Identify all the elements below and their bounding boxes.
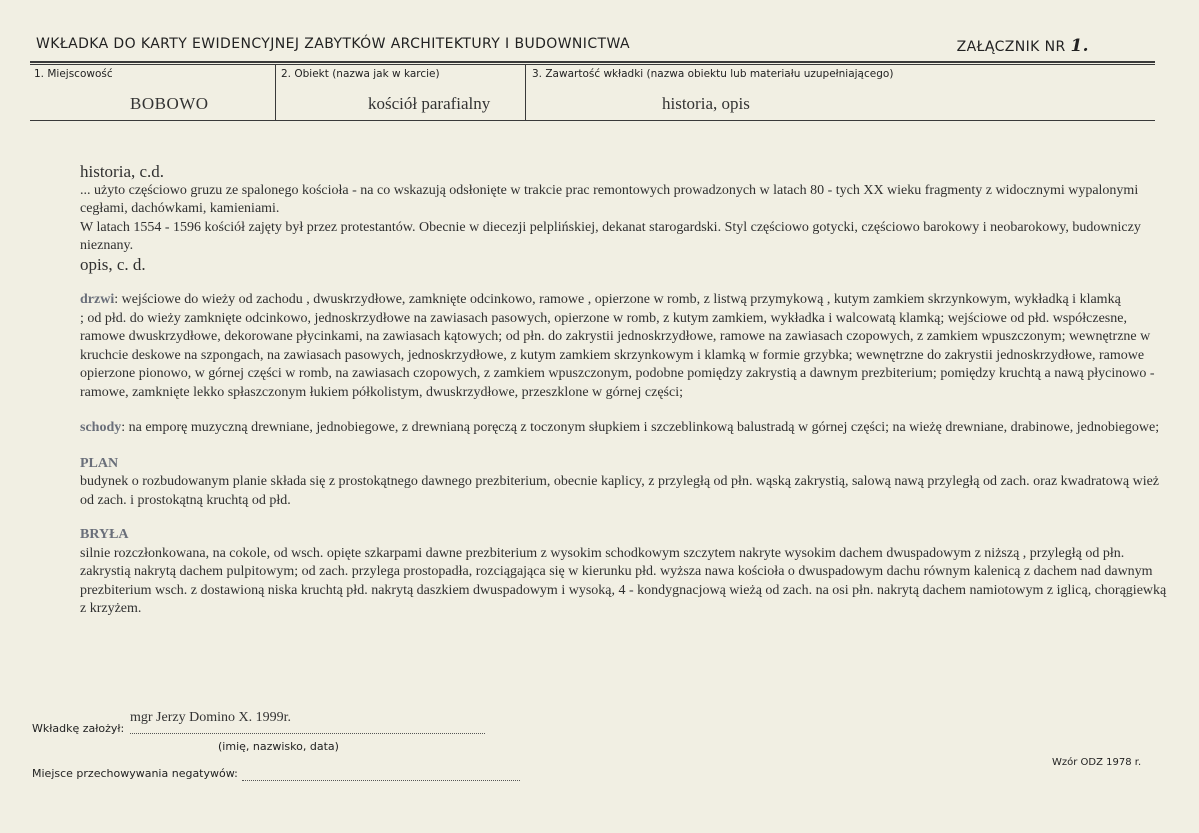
drzwi-paragraph-2: ; od płd. do wieży zamknięte odcinkowo, jednoskrzydłowe na zawiasach pasowych, opierzone w romb, z kutym zamkiem, wykładka i walcowatą klamką; wejściowe od płd. współczesne, ramowe dwuskrzydłowe, dekorowane płycinkami, na zawiasach kątowych; od płn. do zakrystii jednoskrzydłowe, ramowe na zawiasach czopowych, z zamkiem wpuszczonym; wewnętrzne w kruchcie deskowe na szpongach, na zawiasach pasowych, jednoskrzydłowe, z kutym zamkiem skrzynkowym i klamką w formie grzybka; wewnętrzne do zakrystii jednoskrzydłowe, ramowe opierzone pionowo, w górnej części w romb, na zawiasach czopowych, z zamkiem wpuszczonym, podobne pomiędzy zakrystią a dawnym prezbiterium; pomiędzy kruchtą a nawą płycinowo - ramowe, zamknięte lekko spłaszczonym łukiem półkolistym, dwuskrzydłowe, przeszklone w górnej części; xyxy=(80,310,1155,400)
field-divider-2 xyxy=(525,64,526,121)
bryla-heading: BRYŁA xyxy=(80,527,129,542)
opis-heading: opis, c. d. xyxy=(80,254,146,274)
schody-paragraph xyxy=(80,419,1170,438)
object-label: 2. Obiekt (nazwa jak w karcie) xyxy=(281,68,440,80)
drzwi-text-1: : wejściowe do wieży od zachodu , dwuskrzydłowe, zamknięte odcinkowo, ramowe , opierzone w romb, z listwą przymykową , kutym zamkiem skrzynkowym, wykładką i klamką xyxy=(114,292,1121,307)
drzwi-paragraph xyxy=(80,291,1170,310)
history-paragraph-1: ... użyto częściowo gruzu ze spalonego kościoła - na co wskazują odsłonięte w trakcie prac remontowych prowadzonych w latach 80 - tych XX wieku fragmenty z widocznymi wypalonymi cegłami, dachówkami, kamieniami. xyxy=(80,182,1139,216)
header-rule-thin xyxy=(30,64,1155,65)
content-label: 3. Zawartość wkładki (nazwa obiektu lub materiału uzupełniającego) xyxy=(532,68,894,80)
header-rule-thick xyxy=(30,61,1155,63)
schody-label: schody xyxy=(80,420,122,435)
content-value: historia, opis xyxy=(662,94,750,113)
template-label: Wzór ODZ 1978 r. xyxy=(1052,757,1142,768)
fields-bottom-rule xyxy=(30,120,1155,121)
history-heading: historia, c.d. xyxy=(80,162,165,181)
bryla-paragraph: silnie rozczłonkowana, na cokole, od wsch. opięte szkarpami dawne prezbiterium z wysokim schodkowym szczytem nakryte wysokim dachem dwuspadowym z niższą , przyległą od płn. zakrystią nakrytą dachem pulpitowym; od zach. przylega prostopadła, rozciągająca się w kierunku płd. wyższa nawa kościoła o dwuspadowym dachu równym kalenicą z dachem nad dawnym prezbiterium wsch. z dostawioną niska kruchtą płd. nakrytą daszkiem dwuspadowym i wysoką, 4 - kondygnacjową wieżą od zach. na osi płn. nakrytą dachem namiotowym z iglicą, chorągiewką z krzyżem. xyxy=(80,545,1167,616)
locality-value: BOBOWO xyxy=(130,94,209,113)
field-divider-1 xyxy=(275,64,276,121)
plan-heading: PLAN xyxy=(80,455,119,471)
document-body xyxy=(80,163,1170,619)
founder-hint: (imię, nazwisko, data) xyxy=(218,740,339,753)
founder-value: mgr Jerzy Domino X. 1999r. xyxy=(130,710,291,725)
negatives-dotted-line xyxy=(242,780,520,781)
locality-label: 1. Miejscowość xyxy=(34,68,113,80)
founder-dotted-line xyxy=(130,733,485,734)
annex-number: 1. xyxy=(1070,36,1089,56)
annex-label xyxy=(957,36,1089,56)
plan-paragraph: budynek o rozbudowanym planie składa się z prostokątnego dawnego prezbiterium, obecnie kaplicy, z przyległą od płn. wąską zakrystią, salową nawą przyległą od zach. oraz kwadratową wież od zach. i prostokątną kruchtą od płd. xyxy=(80,474,1160,508)
drzwi-label: drzwi xyxy=(80,292,115,307)
negatives-label: Miejsce przechowywania negatywów: xyxy=(32,767,238,780)
annex-label-text: ZAŁĄCZNIK NR xyxy=(956,39,1066,55)
founder-label: Wkładkę założył: xyxy=(32,722,125,735)
form-title: WKŁADKA DO KARTY EWIDENCYJNEJ ZABYTKÓW ARCHITEKTURY I BUDOWNICTWA xyxy=(36,36,630,52)
history-paragraph-2: W latach 1554 - 1596 kościół zajęty był przez protestantów. Obecnie w diecezji pelplińskiej, dekanat starogardski. Styl częściowo gotycki, częściowo barokowy i neobarokowy, budowniczy nieznany. xyxy=(80,219,1141,253)
object-value: kościół parafialny xyxy=(368,94,491,113)
schody-text: : na emporę muzyczną drewniane, jednobiegowe, z drewnianą poręczą z toczonym słupkiem i szczeblinkową balustradą w górnej części; na wieżę drewniane, drabinowe, jednobiegowe; xyxy=(121,420,1160,435)
